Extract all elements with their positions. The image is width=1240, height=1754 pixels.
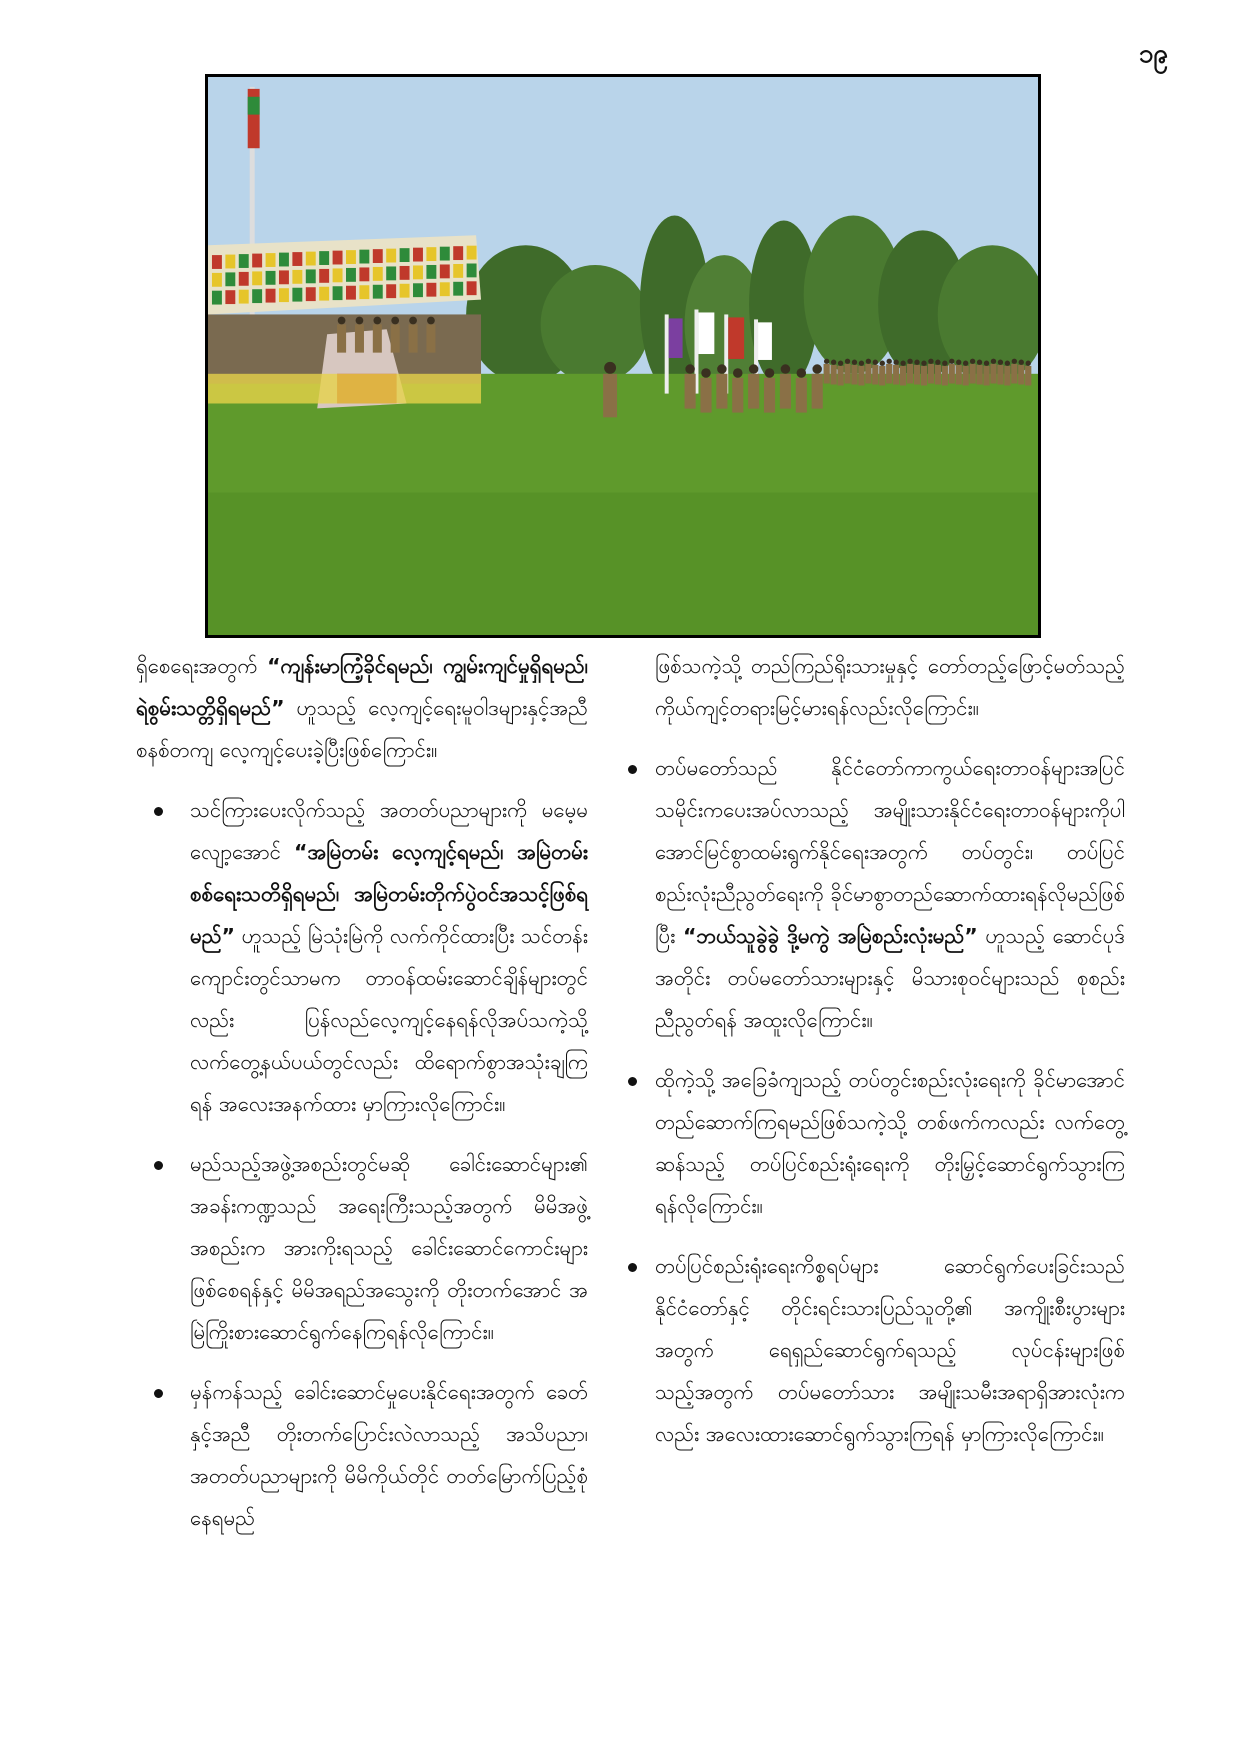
soldier-figure <box>603 362 617 417</box>
soldier-figure <box>907 359 913 384</box>
right-bullet-list <box>655 747 1125 1455</box>
bunting-flag <box>373 267 383 281</box>
soldier-figure <box>780 364 791 408</box>
bunting-flag <box>212 273 222 287</box>
soldier-figure <box>928 359 934 384</box>
soldier-figure <box>865 359 871 384</box>
bunting-flag <box>359 267 369 281</box>
bullet-icon <box>154 1161 163 1170</box>
bunting-flag <box>373 285 383 299</box>
text-span: မှန်ကန်သည့် ခေါင်းဆောင်မှုပေးနိုင်ရေးအတွက် ခေတ်နှင့်အညီ တိုးတက်ပြောင်းလဲလာသည့် အသိပညာ၊ အတတ်ပညာများကို မိမိကိုယ်တိုင် တတ်မြောက်ပြည့်စုံနေရမည် <box>190 1380 588 1530</box>
bunting-flag <box>279 288 289 302</box>
parade-ground-image <box>208 77 1038 635</box>
bold-quote: “ဘယ်သူခွဲခွဲ ဒို့မကွဲ အမြဲစည်းလုံးမည်” <box>682 924 978 948</box>
bunting-flag <box>440 282 450 296</box>
bunting-flag <box>319 287 329 301</box>
page-number: ၁၉ <box>1138 39 1168 69</box>
bunting-flag <box>346 286 356 300</box>
soldier-figure <box>983 361 989 386</box>
soldier-figure <box>858 361 864 386</box>
bunting-flag <box>346 250 356 264</box>
bullet-icon <box>628 1263 637 1272</box>
bunting-flag <box>225 290 235 304</box>
bunting-flag <box>373 249 383 263</box>
bunting-flag <box>225 255 235 269</box>
soldier-figure <box>337 317 346 353</box>
soldier-figure <box>997 360 1003 385</box>
list-item <box>190 789 588 1125</box>
bold-quote: “အမြဲတမ်း လေ့ကျင့်ရမည်၊ အမြဲတမ်းစစ်ရေးသတိရှိရမည်၊ အမြဲတမ်းတိုက်ပွဲဝင်အသင့်ဖြစ်ရမည်” <box>190 840 588 948</box>
bunting-flag <box>279 270 289 284</box>
bullet-icon <box>628 1077 637 1086</box>
bunting-flag <box>266 289 276 303</box>
text-span: ရှိစေရေးအတွက် <box>136 654 268 678</box>
soldier-figure <box>872 360 878 385</box>
soldier-figure <box>685 364 696 408</box>
bunting-flag <box>386 284 396 298</box>
bunting-flag <box>252 289 262 303</box>
soldier-figure <box>355 317 364 353</box>
bunting-flag <box>306 287 316 301</box>
bunting-flag <box>386 249 396 263</box>
bullet-icon <box>154 807 163 816</box>
left-column <box>118 645 588 1539</box>
bunting-flag <box>266 271 276 285</box>
soldier-figure <box>700 368 711 412</box>
soldier-figure <box>921 361 927 386</box>
soldier-figure <box>1025 361 1031 386</box>
bunting-flag <box>319 269 329 283</box>
list-item <box>190 1371 588 1539</box>
list-item <box>190 1143 588 1353</box>
bunting-flag <box>453 282 463 296</box>
bunting-flag <box>225 272 235 286</box>
text-span: ထိုကဲ့သို့ အခြေခံကျသည့် တပ်တွင်းစည်းလုံးရေးကို ခိုင်မာအောင် တည်ဆောက်ကြရမည်ဖြစ်သကဲ့သို့ တစ်ဖက်ကလည်း လက်တွေ့ဆန်သည့် တပ်ပြင်စည်းရုံးရေးကို တိုးမြှင့်ဆောင်ရွက်သွားကြရန်လိုကြောင်း။ <box>655 1068 1125 1218</box>
soldier-figure <box>914 360 920 385</box>
bunting-flag <box>426 265 436 279</box>
left-intro-paragraph <box>136 645 588 771</box>
list-item <box>655 1059 1125 1227</box>
bunting-flag <box>467 281 477 295</box>
soldier-figure <box>732 368 743 412</box>
soldier-figure <box>426 317 435 353</box>
text-span: မည်သည့်အဖွဲ့အစည်းတွင်မဆို ခေါင်းဆောင်များ၏ အခန်းကဏ္ဍသည် အရေးကြီးသည့်အတွက် မိမိအဖွဲ့အစည်းက အားကိုးရသည့် ခေါင်းဆောင်ကောင်းများ ဖြစ်စေရန်နှင့် မိမိအရည်အသွေးကို တိုးတက်အောင် အမြဲကြိုးစားဆောင်ရွက်နေကြရန်လိုကြောင်း။ <box>190 1152 588 1344</box>
bunting-flag <box>292 252 302 266</box>
soldier-figure <box>764 368 775 412</box>
soldier-figure <box>844 359 850 384</box>
bunting-flag <box>453 246 463 260</box>
bunting-flag <box>333 286 343 300</box>
bunting-flag <box>292 270 302 284</box>
soldier-figure <box>391 317 400 353</box>
bold-quote: “ကျန်းမာကြံ့ခိုင်ရမည်၊ ကျွမ်းကျင်မှုရှိရမည်၊ ရဲစွမ်းသတ္တိရှိရမည်” <box>136 654 588 720</box>
soldier-figure <box>949 359 955 384</box>
soldier-figure <box>1018 360 1024 385</box>
soldier-figure <box>812 364 823 408</box>
bunting-flag <box>426 247 436 261</box>
bunting-flag <box>266 253 276 267</box>
text-span: တပ်ပြင်စည်းရုံးရေးကိစ္စရပ်များ ဆောင်ရွက်ပေးခြင်းသည် နိုင်ငံတော်နှင့် တိုင်းရင်းသားပြည်သူတို့၏ အကျိုးစီးပွားများအတွက် ရေရှည်ဆောင်ရွက်ရသည့် လုပ်ငန်းများဖြစ်သည့်အတွက် တပ်မတော်သား အမျိုးသမီးအရာရှိအားလုံးကလည်း အလေးထားဆောင်ရွက်သွားကြရန် မှာကြားလိုကြောင်း။ <box>655 1254 1125 1446</box>
soldier-figure <box>900 361 906 386</box>
soldier-figure <box>1011 359 1017 384</box>
bunting-flag <box>252 271 262 285</box>
soldier-figure <box>963 361 969 386</box>
bunting-flag <box>413 265 423 279</box>
bullet-icon <box>628 765 637 774</box>
bunting-flag <box>413 248 423 262</box>
bunting-flag <box>400 266 410 280</box>
text-span: ဟူသည့် မြဲသုံးမြဲကို လက်ကိုင်ထားပြီး သင်တန်းကျောင်းတွင်သာမက တာဝန်ထမ်းဆောင်ချိန်များတွင်လည်း ပြန်လည်လေ့ကျင့်နေရန်လိုအပ်သကဲ့သို့ လက်တွေ့နယ်ပယ်တွင်လည်း ထိရောက်စွာအသုံးချကြရန် အလေးအနက်ထား မှာကြားလိုကြောင်း။ <box>190 924 588 1116</box>
bunting-flag <box>279 253 289 267</box>
text-span: တပ်မတော်သည် နိုင်ငံတော်ကာကွယ်ရေးတာဝန်များအပြင် သမိုင်းကပေးအပ်လာသည့် အမျိုးသားနိုင်ငံရေးတာဝန်များကိုပါ အောင်မြင်စွာထမ်းရွက်နိုင်ရေးအတွက် တပ်တွင်း၊ တပ်ပြင်စည်းလုံးညီညွတ်ရေးကို ခိုင်မာစွာတည်ဆောက်ထားရန်လိုမည်ဖြစ်ပြီး <box>655 756 1125 948</box>
parade-photo <box>205 74 1041 638</box>
bunting-flag <box>239 272 249 286</box>
bunting-flag <box>306 252 316 266</box>
soldier-figure <box>837 361 843 386</box>
bunting-flag <box>252 254 262 268</box>
soldier-figure <box>886 359 892 384</box>
bunting-flag <box>386 266 396 280</box>
text-span: ဟူသည့် ဆောင်ပုဒ်အတိုင်း တပ်မတော်သားများနှင့် မိသားစုဝင်များသည် စုစည်းညီညွတ်ရန် အထူးလိုကြောင်း။ <box>655 924 1125 1032</box>
bunting-flag <box>400 248 410 262</box>
bunting-flag <box>333 251 343 265</box>
soldier-figure <box>373 317 382 353</box>
text-span: ဖြစ်သကဲ့သို့ တည်ကြည်ရိုးသားမှုနှင့် တော်တည့်ဖြောင့်မတ်သည့် ကိုယ်ကျင့်တရားမြင့်မားရန်လည်းလိုကြောင်း။ <box>655 654 1125 720</box>
soldier-figure <box>716 364 727 408</box>
soldier-figure <box>851 360 857 385</box>
soldier-figure <box>879 361 885 386</box>
bunting-flag <box>440 264 450 278</box>
soldier-figure <box>748 364 759 408</box>
soldier-figure <box>1004 361 1010 386</box>
bunting-flag <box>359 250 369 264</box>
bunting-flag <box>413 283 423 297</box>
soldier-figure <box>824 359 830 384</box>
soldier-figure <box>942 361 948 386</box>
soldier-figure <box>976 360 982 385</box>
bunting-flag <box>306 269 316 283</box>
soldier-figure <box>935 360 941 385</box>
bunting-flag <box>333 268 343 282</box>
bunting-flag <box>359 285 369 299</box>
list-item <box>655 747 1125 1041</box>
bunting-flag <box>453 264 463 278</box>
bunting-flag <box>239 290 249 304</box>
soldier-figure <box>796 368 807 412</box>
right-intro-paragraph <box>655 645 1125 729</box>
bunting-flag <box>239 254 249 268</box>
soldier-figure <box>831 360 837 385</box>
bunting-flag <box>400 284 410 298</box>
text-span: ဟူသည့် လေ့ကျင့်ရေးမူဝါဒများနှင့်အညီ စနစ်တကျ လေ့ကျင့်ပေးခဲ့ပြီးဖြစ်ကြောင်း။ <box>136 696 588 762</box>
bunting-flag <box>467 246 477 260</box>
bunting-flag <box>212 291 222 305</box>
left-bullet-list <box>118 789 588 1539</box>
bunting-flag <box>346 268 356 282</box>
bunting-flag <box>212 255 222 269</box>
soldier-figure <box>893 360 899 385</box>
bullet-icon <box>154 1389 163 1398</box>
soldier-figure <box>956 360 962 385</box>
bunting-flag <box>440 247 450 261</box>
soldier-figure <box>990 359 996 384</box>
bunting-flag <box>467 263 477 277</box>
text-span: သင်ကြားပေးလိုက်သည့် အတတ်ပညာများကို မမေ့မလျော့အောင် <box>190 798 588 864</box>
bunting-flag <box>319 251 329 265</box>
list-item <box>655 1245 1125 1455</box>
bunting-flag <box>292 288 302 302</box>
right-column <box>655 645 1125 1455</box>
soldier-figure <box>969 359 975 384</box>
soldier-figure <box>409 317 418 353</box>
bunting-flag <box>426 283 436 297</box>
